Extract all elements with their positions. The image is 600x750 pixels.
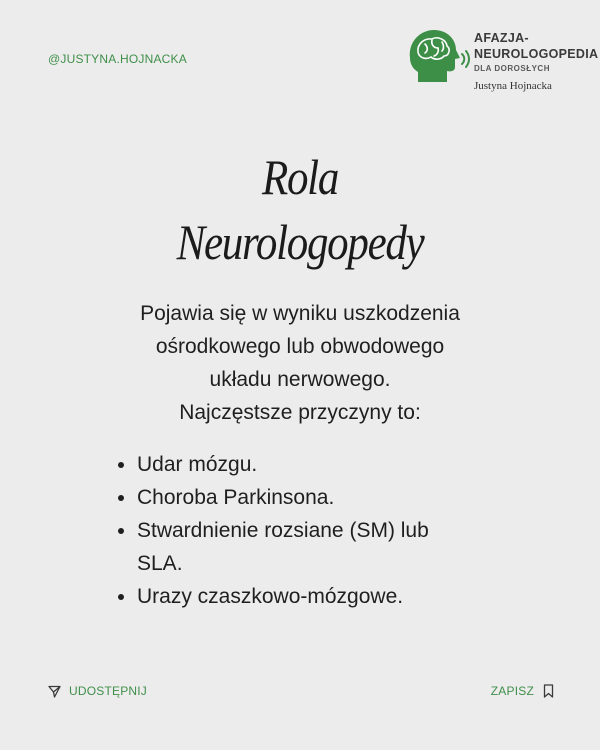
cause-2: Choroba Parkinsona. [137,486,335,509]
account-handle: @JUSTYNA.HOJNACKA [48,52,187,66]
list-item [116,514,429,580]
share-button[interactable] [48,684,147,698]
list-item [116,481,429,514]
logo-line-1: AFAZJA- [474,31,529,45]
list-item [116,580,429,613]
list-item [116,448,429,481]
intro-line-3: układu nerwowego. [209,368,391,391]
causes-list [116,448,429,613]
brand-logo [404,22,599,102]
share-label: UDOSTĘPNIJ [69,684,148,698]
bookmark-icon [543,684,554,698]
cause-3-line-2: SLA. [137,552,183,575]
logo-line-2: NEUROLOGOPEDIA [474,47,599,61]
head-with-brain-icon [404,24,470,86]
intro-line-4: Najczęstsze przyczyny to: [179,401,421,424]
cause-4: Urazy czaszkowo-mózgowe. [137,585,404,608]
title-line-2: Neurologopedy [176,214,424,270]
intro-line-2: ośrodkowego lub obwodowego [155,335,445,358]
logo-author: Justyna Hojnacka [474,80,552,92]
save-button[interactable] [491,684,554,698]
send-icon [48,685,61,698]
cause-3-line-1: Stwardnienie rozsiane (SM) lub [137,519,429,542]
logo-line-3: DLA DOROSŁYCH [474,64,550,73]
title-line-1: Rola [261,149,339,205]
cause-1: Udar mózgu. [137,453,258,476]
intro-text [0,297,600,429]
save-label: ZAPISZ [490,684,534,698]
intro-line-1: Pojawia się w wyniku uszkodzenia [140,302,460,325]
